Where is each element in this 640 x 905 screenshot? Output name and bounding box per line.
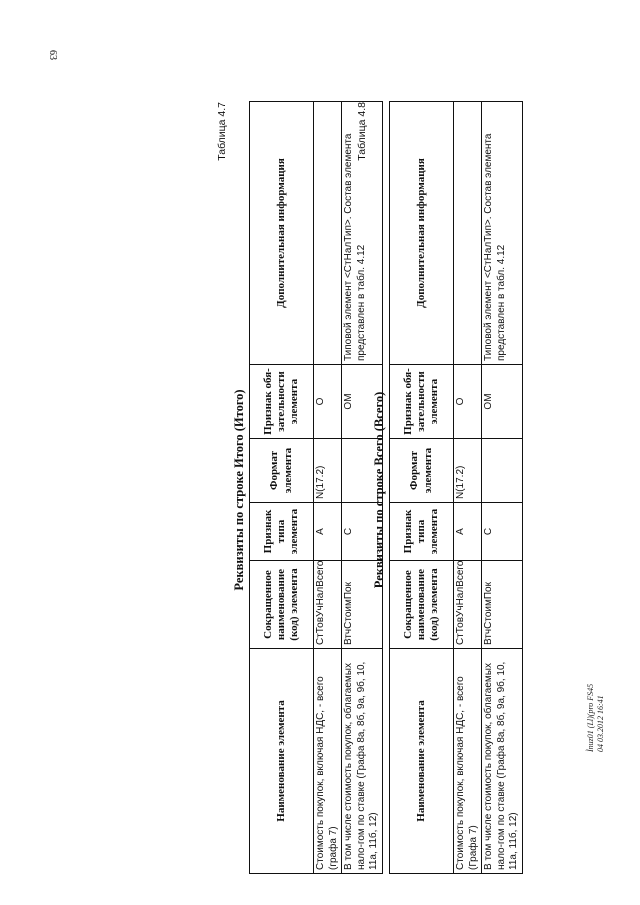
page-number: 63 — [47, 50, 58, 60]
cell-format: N(17.2) — [454, 439, 482, 503]
header-mandatory: Признак обя-зательности элемента — [250, 365, 314, 439]
requisites-table — [389, 101, 523, 874]
cell-code: СтТовУчНалВсего — [454, 561, 482, 649]
header-code: Сокращенное наименование (код) элемента — [390, 561, 454, 649]
table-title: Реквизиты по строке Всего (Всего) — [372, 391, 386, 589]
cell-mandatory: ОМ — [482, 365, 523, 439]
header-name: Наименование элемента — [250, 649, 314, 874]
cell-type: С — [482, 503, 523, 561]
cell-info — [454, 102, 482, 365]
cell-type: А — [314, 503, 342, 561]
cell-name: Стоимость покупок, включая НДС, - всего (графа 7) — [314, 649, 342, 874]
header-format: Формат элемента — [250, 439, 314, 503]
footer-line-2: 04 03.2012 16:41 — [596, 695, 605, 752]
cell-type: А — [454, 503, 482, 561]
header-format: Формат элемента — [390, 439, 454, 503]
table-row — [454, 102, 482, 874]
cell-name: Стоимость покупок, включая НДС, - всего (Графа 7) — [454, 649, 482, 874]
cell-code: ВтчСтоимПок — [482, 561, 523, 649]
header-info: Дополнительная информация — [390, 102, 454, 365]
table-section-4-8 — [355, 100, 523, 880]
header-type: Признак типа элемента — [390, 503, 454, 561]
header-info: Дополнительная информация — [250, 102, 314, 365]
table-caption: Таблица 4.7 — [216, 102, 228, 161]
footer-line-1: Ìnuz01 (Ll)(pro FS45 — [586, 683, 595, 752]
cell-format: N(17.2) — [314, 439, 342, 503]
header-name: Наименование элемента — [390, 649, 454, 874]
document-footer-code — [586, 684, 606, 752]
cell-mandatory: О — [454, 365, 482, 439]
cell-type: С — [342, 503, 383, 561]
cell-code: СтТовУчНалВсего — [314, 561, 342, 649]
cell-info: Типовой элемент <СтНалТип>. Состав элемента представлен в табл. 4.12 — [482, 102, 523, 365]
table-row — [314, 102, 342, 874]
header-mandatory: Признак обя-зательности элемента — [390, 365, 454, 439]
header-row — [250, 102, 314, 874]
header-type: Признак типа элемента — [250, 503, 314, 561]
cell-mandatory: О — [314, 365, 342, 439]
cell-mandatory: ОМ — [342, 365, 383, 439]
table-title: Реквизиты по строке Итого (Итого) — [232, 389, 246, 591]
cell-info — [314, 102, 342, 365]
cell-code: ВтчСтоимПок — [342, 561, 383, 649]
header-code: Сокращенное наименование (код) элемента — [250, 561, 314, 649]
cell-name: В том числе стоимость покупок, облагаемых нало-гом по ставке (Графа 8а, 8б, 9а, 9б, 10, 11а, 11б, 12) — [342, 649, 383, 874]
cell-format — [482, 439, 523, 503]
cell-name: В том числе стоимость покупок, облагаемых нало-гом по ставке (Графа 8а, 8б, 9а, 9б, 10, 11а, 11б, 12) — [482, 649, 523, 874]
table-caption: Таблица 4.8 — [356, 102, 368, 161]
cell-info: Типовой элемент <СтНалТип>. Состав элемента представлен в табл. 4.12 — [342, 102, 383, 365]
header-row — [390, 102, 454, 874]
table-row — [482, 102, 523, 874]
